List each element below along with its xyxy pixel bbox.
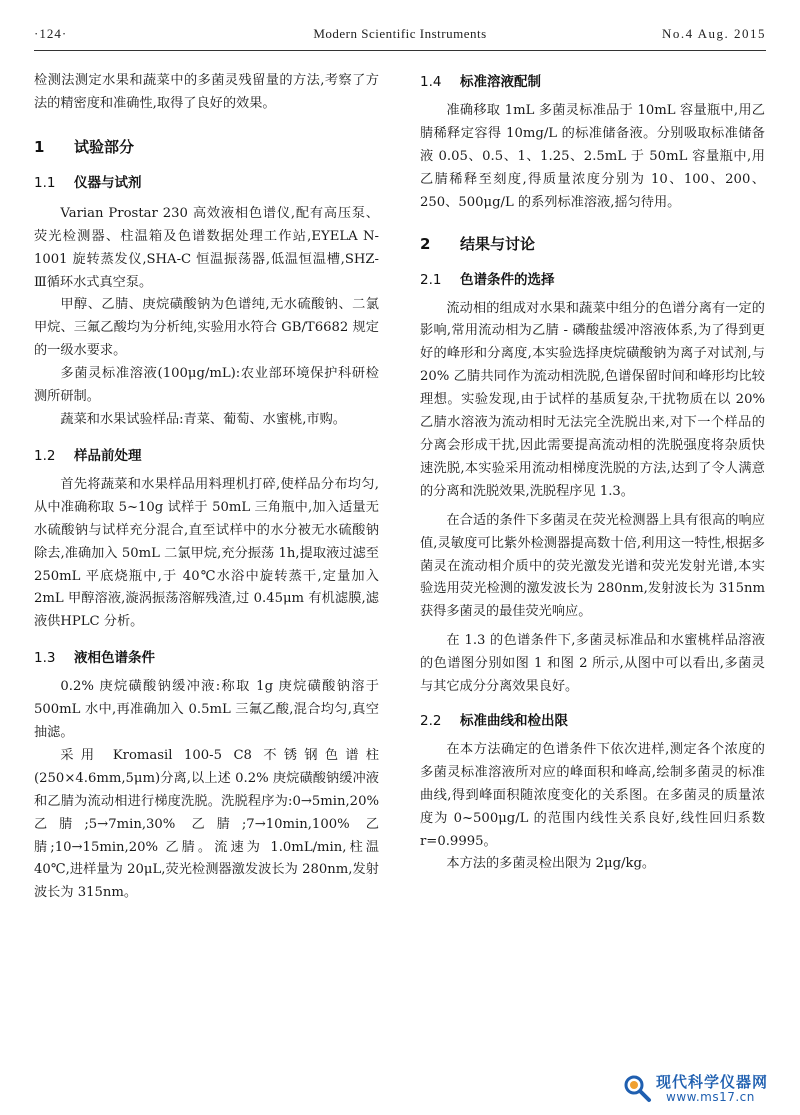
intro-paragraph: 检测法测定水果和蔬菜中的多菌灵残留量的方法,考察了方法的精密度和准确性,取得了良好的效果。 <box>34 73 379 111</box>
subsection-title: 样品前处理 <box>74 447 142 464</box>
magnifier-logo-icon <box>622 1073 652 1103</box>
paragraph: 本方法的多菌灵检出限为 2μg/kg。 <box>446 856 656 872</box>
paragraph: 采用 Kromasil 100-5 C8 不锈钢色谱柱(250×4.6mm,5μm)分离,以上述 0.2% 庚烷磺酸钠缓冲液和乙腈为流动相进行梯度洗脱。洗脱程序为:0→5min,20% 乙腈;5→7min,30% 乙腈;7→10min,100% 乙腈;10→15min,20% 乙腈。流速为 1.0mL/min,柱温 40℃,进样量为 20μL,荧光检测器激发波长为 280nm,发射波长为 315nm。 <box>34 747 379 901</box>
watermark-title: 现代科学仪器网 <box>656 1073 769 1091</box>
header-rule <box>34 50 766 51</box>
paragraph: 首先将蔬菜和水果样品用料理机打碎,使样品分布均匀,从中准确称取 5~10g 试样于 50mL 三角瓶中,加入适量无水硫酸钠与试样充分混合,直至试样中的水分被无水硫酸钠除去,准确加入 50mL 二氯甲烷,充分振荡 1h,提取液过滤至 250mL 平底烧瓶中,于 40℃水浴中旋转蒸干,定量加入 2mL 甲醇溶液,漩涡振荡溶解残渣,过 0.45μm 有机滤膜,滤液供HPLC 分析。 <box>34 476 379 630</box>
subsection-heading <box>420 709 765 729</box>
subsection-heading <box>420 268 765 288</box>
subsection-number: 2.1 <box>420 271 442 288</box>
section-number: 1 <box>34 137 45 156</box>
paragraph: 0.2% 庚烷磺酸钠缓冲液:称取 1g 庚烷磺酸钠溶于 500mL 水中,再准确加入 0.5mL 三氟乙酸,混合均匀,真空抽滤。 <box>34 679 379 741</box>
section-heading <box>34 136 379 157</box>
subsection-number: 2.2 <box>420 712 442 729</box>
paragraph: Varian Prostar 230 高效液相色谱仪,配有高压泵、荧光检测器、柱温箱及色谱数据处理工作站,EYELA N-1001 旋转蒸发仪,SHA-C 恒温振荡器,低温恒温槽,SHZ- Ⅲ循环水式真空泵。 <box>34 205 379 290</box>
issue-info: No.4 Aug. 2015 <box>661 26 766 41</box>
paragraph: 准确移取 1mL 多菌灵标准品于 10mL 容量瓶中,用乙腈稀释定容得 10mg/L 的标准储备液。分别吸取标准储备液 0.05、0.5、1、1.25、2.5mL 于 50mL 容量瓶中,用乙腈稀释至刻度,得质量浓度分别为 10、100、200、250、500μg/L 的系列标准溶液,摇匀待用。 <box>420 103 765 210</box>
section-number: 2 <box>420 234 431 253</box>
section-title: 结果与讨论 <box>460 234 536 253</box>
paragraph: 在本方法确定的色谱条件下依次进样,测定各个浓度的多菌灵标准溶液所对应的峰面积和峰高,绘制多菌灵的标准曲线,得到峰面积随浓度变化的关系图。在多菌灵的质量浓度为 0~500μg/L 的范围内线性关系良好,线性回归系数 r=0.9995。 <box>420 741 765 849</box>
paragraph: 流动相的组成对水果和蔬菜中组分的色谱分离有一定的影响,常用流动相为乙腈 - 磷酸盐缓冲溶液体系,为了得到更好的峰形和分离度,本实验选择庚烷磺酸钠为离子对试剂,与 20% 乙腈共同作为流动相洗脱,色谱保留时间和峰形均比较理想。实验发现,由于试样的基质复杂,干扰物质在以 20% 乙腈水溶液为流动相时无法完全洗脱出来,对下一个样品的分离会形成干扰,因此需要提高流动相的洗脱强度将杂质快速洗脱,本实验采用流动相梯度洗脱的方法,达到了令人满意的分离和洗脱效果,洗脱程序见 1.3。 <box>420 300 765 499</box>
paragraph: 多菌灵标准溶液(100μg/mL):农业部环境保护科研检测所研制。 <box>34 366 379 405</box>
subsection-number: 1.2 <box>34 447 56 464</box>
page-number: ·124· <box>34 26 68 41</box>
subsection-title: 色谱条件的选择 <box>460 271 555 288</box>
right-column <box>420 70 765 876</box>
section-title: 试验部分 <box>74 137 135 156</box>
subsection-number: 1.3 <box>34 650 56 667</box>
paragraph: 在合适的条件下多菌灵在荧光检测器上具有很高的响应值,灵敏度可比紫外检测器提高数十倍,利用这一特性,根据多菌灵在流动相介质中的荧光激发光谱和荧光发射光谱,本实验选用荧光检测的激发波长为 280nm,发射波长为 315nm 获得多菌灵的最佳荧光响应。 <box>420 512 765 620</box>
left-column <box>34 70 379 905</box>
subsection-number: 1.1 <box>34 174 56 191</box>
section-heading <box>420 233 765 254</box>
subsection-heading <box>34 444 379 464</box>
subsection-title: 标准曲线和检出限 <box>460 712 568 729</box>
paragraph: 蔬菜和水果试验样品:青菜、葡萄、水蜜桃,市购。 <box>60 411 346 427</box>
site-watermark <box>622 1071 790 1107</box>
subsection-title: 仪器与试剂 <box>74 174 142 191</box>
paragraph: 甲醇、乙腈、庚烷磺酸钠为色谱纯,无水硫酸钠、二氯甲烷、三氟乙酸均为分析纯,实验用水符合 GB/T6682 规定的一级水要求。 <box>34 297 379 359</box>
page-header <box>34 26 766 48</box>
subsection-number: 1.4 <box>420 74 442 90</box>
subsection-heading <box>34 646 379 666</box>
subsection-title: 标准溶液配制 <box>460 74 541 90</box>
paragraph: 在 1.3 的色谱条件下,多菌灵标准品和水蜜桃样品溶液的色谱图分别如图 1 和图 2 所示,从图中可以看出,多菌灵与其它成分分离效果良好。 <box>420 633 765 695</box>
subsection-heading <box>34 171 379 191</box>
watermark-url: www.ms17.cn <box>666 1090 755 1104</box>
journal-title: Modern Scientific Instruments <box>313 26 487 41</box>
subsection-heading <box>420 70 765 90</box>
subsection-title: 液相色谱条件 <box>74 650 155 667</box>
